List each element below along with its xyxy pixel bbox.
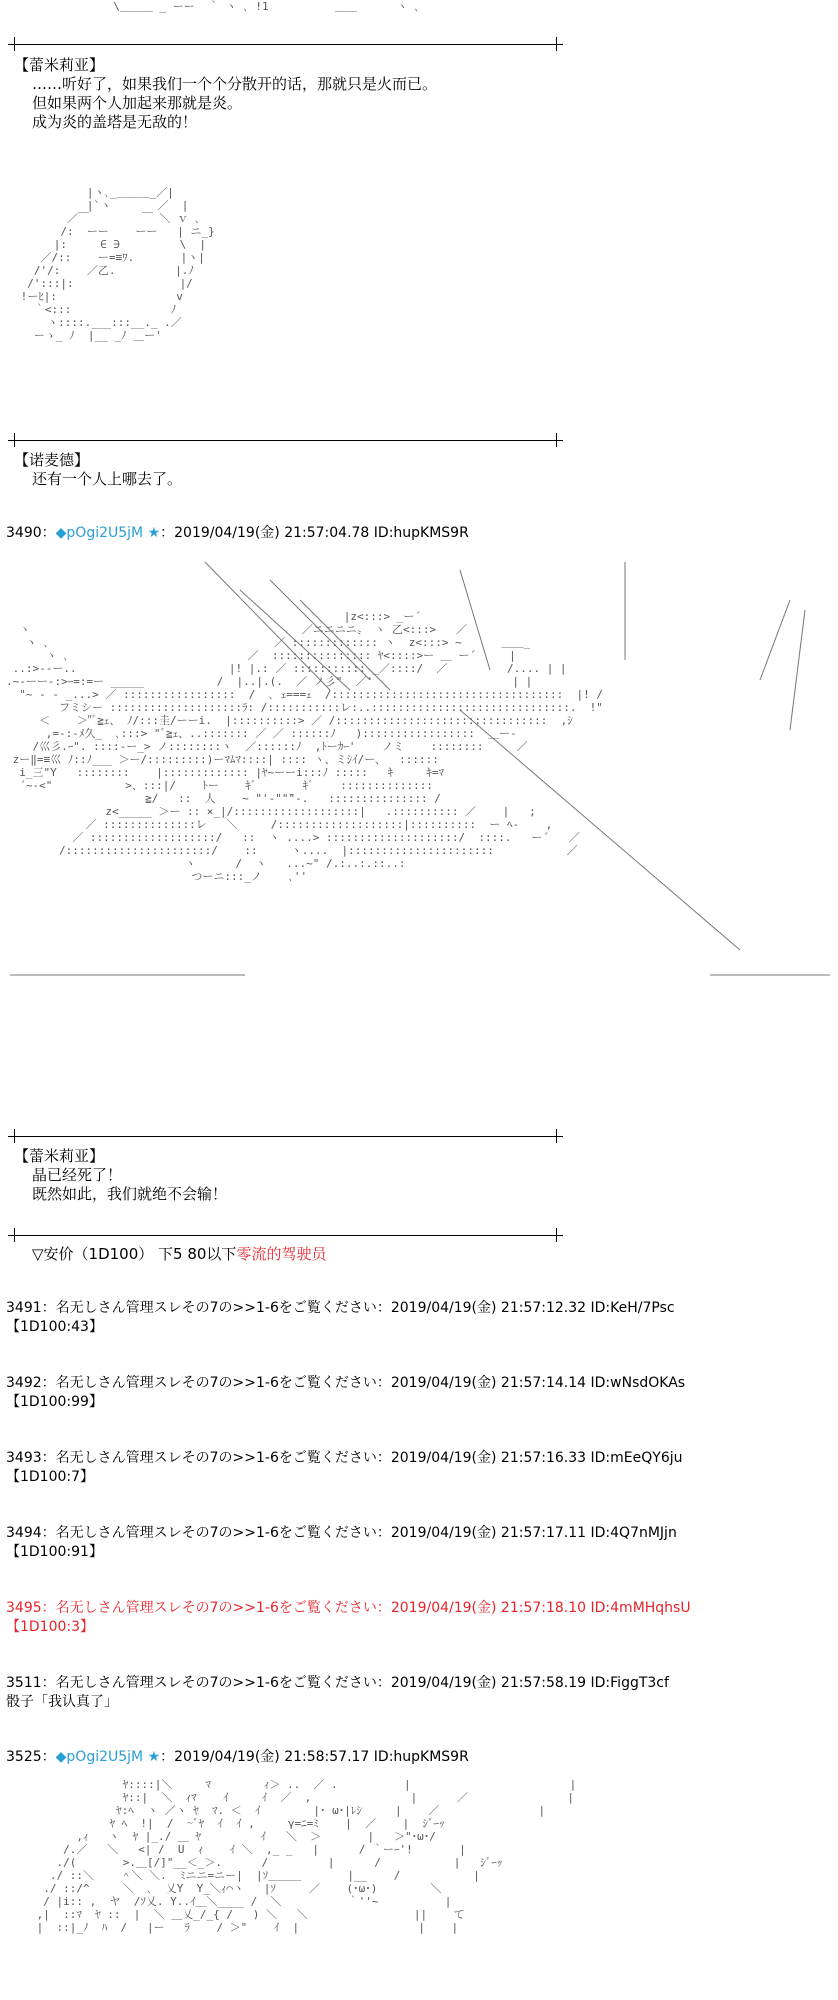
post-meta: ：2019/04/19(金) 21:57:04.78 ID:hupKMS9R bbox=[160, 525, 469, 541]
post-meta: ：2019/04/19(金) 21:58:57.17 ID:hupKMS9R bbox=[160, 1749, 469, 1765]
post bbox=[6, 1299, 675, 1337]
post-header: 3495：名无しさん管理スレその7の>>1-6をご覧ください：2019/04/19(金) 21:57:18.10 ID:4mMHqhsU bbox=[6, 1600, 691, 1616]
post-body: 【1D100:7】 bbox=[6, 1469, 95, 1485]
trip-code: ◆pOgi2U5jM ★ bbox=[55, 1749, 161, 1765]
post-body: 【1D100:43】 bbox=[6, 1319, 103, 1335]
separator bbox=[8, 440, 563, 441]
separator-mark bbox=[14, 433, 15, 447]
post-body: 【1D100:99】 bbox=[6, 1394, 103, 1410]
post bbox=[6, 1524, 677, 1562]
ascii-art-bottom: ﾔ::::|＼ ﾏ ｨ＞ .. ／ . | | ﾔ::| ＼ ｨﾏ ｲ ｲ ／ , | ／ | ﾔ:ﾍ ヽ ／ヽ ﾔ ﾏ. ＜ ｲ |･ ω･|ﾚｼ | ／ | ﾔ ﾍ !| / ~ﾞﾔ ｲ ｲ , γ=ﾆ=ﾐ | ／ | ｼﾞｰｯ ,ｨ ヽ ﾔ |_./ ＿ ﾔ ｲ ＼ ＞ | ＞"･ω･/ /.／ ＼ <| / U ｨ ｲ ＼ ,_ _ | / ｀ーｰ'! | ./( >.＿[/]"__＜_＞. / | / | ｼﾞｰｯ ./ ::＼ ＾＼ ＼. ﾐニニ=ニー| |ｿ＿＿＿ |__ / | ./ ::/^ ＼ ､ 乂Y Y_＼ｨ⌒ヽ |ｿ ／ (･ω･) ＼ / |i:: , ヤ /ｿ乂. Y..ｲ＿＼____ / ＼ ｀''~ | ,| ::ﾏ ﾔ :: | ＼ ＿乂_/_{ / ) ＼ ＼ || て | ::|_ﾉ ﾊ / |ー ﾗ / ＞" ｲ | | | bbox=[36, 1778, 577, 1934]
post-header: 3494：名无しさん管理スレその7の>>1-6をご覧ください：2019/04/19(金) 21:57:17.11 ID:4Q7nMJjn bbox=[6, 1525, 677, 1541]
post-body: 【1D100:91】 bbox=[6, 1544, 103, 1560]
post-header bbox=[6, 1748, 469, 1767]
speaker-name: 【蕾米莉亚】 bbox=[14, 1147, 105, 1165]
dice-prompt-text: ▽安价（1D100） 下5 80以下 bbox=[32, 1245, 237, 1263]
dialogue-line: 成为炎的盖塔是无敌的！ bbox=[32, 113, 198, 131]
separator-mark bbox=[14, 37, 15, 51]
post-number: 3490： bbox=[6, 525, 56, 541]
speaker-name: 【诺麦德】 bbox=[14, 451, 90, 469]
dialogue-line: 晶已经死了！ bbox=[32, 1166, 123, 1184]
separator bbox=[8, 1235, 563, 1236]
separator-mark bbox=[14, 1228, 15, 1242]
dialogue-block bbox=[14, 56, 437, 132]
post-header: 3491：名无しさん管理スレその7の>>1-6をご覧ください：2019/04/19(金) 21:57:12.32 ID:KeH/7Psc bbox=[6, 1300, 675, 1316]
dialogue-line: 但如果两个人加起来那就是炎。 bbox=[32, 94, 243, 112]
post-highlighted bbox=[6, 1599, 691, 1637]
separator-mark bbox=[14, 1129, 15, 1143]
dialogue-line: ……听好了，如果我们一个个分散开的话，那就只是火而已。 bbox=[32, 75, 438, 93]
separator-mark bbox=[556, 433, 557, 447]
separator-mark bbox=[556, 1129, 557, 1143]
post-header: 3511：名无しさん管理スレその7の>>1-6をご覧ください：2019/04/19(金) 21:57:58.19 ID:FiggT3cf bbox=[6, 1675, 669, 1691]
post-header: 3492：名无しさん管理スレその7の>>1-6をご覧ください：2019/04/19(金) 21:57:14.14 ID:wNsdOKAs bbox=[6, 1375, 686, 1391]
dialogue-block bbox=[14, 451, 182, 489]
dialogue-line: 还有一个人上哪去了。 bbox=[32, 470, 183, 488]
post bbox=[6, 1374, 685, 1412]
separator-mark bbox=[556, 1228, 557, 1242]
post-number: 3525： bbox=[6, 1749, 56, 1765]
post-header: 3493：名无しさん管理スレその7の>>1-6をご覧ください：2019/04/19(金) 21:57:16.33 ID:mEeQY6ju bbox=[6, 1450, 683, 1466]
dice-prompt-target: 零流的驾驶员 bbox=[236, 1245, 327, 1263]
post bbox=[6, 1674, 669, 1712]
ascii-art-character: |ヽ､_＿＿＿_／| |`ヽ ／ | ／￣ ￣ ＼ ｖ ､ /: ーー ーー | ニ_} |: ∈ ∋ \ | ／/:: ー=≡ﾜ. |ヽ| /'/: ／乙. |.ﾉ /':::|: |/ !ーﾋ|: v ｀<::: ﾉ ヽ::::.___:::__._ .／ ーゝ_ ﾉ |__ _ﾉ ＿ー' bbox=[20, 186, 215, 342]
separator bbox=[8, 44, 563, 45]
post-header bbox=[6, 524, 469, 543]
dialogue-block bbox=[14, 1147, 227, 1204]
post-body: 骰子「我认真了」 bbox=[6, 1694, 118, 1710]
dialogue-line: 既然如此，我们就绝不会输！ bbox=[32, 1185, 228, 1203]
ascii-art-top: \＿＿＿ _ ーー ｀ ヽ ､ !1 ＿＿ ヽ ､ bbox=[100, 0, 420, 13]
separator-mark bbox=[556, 37, 557, 51]
speaker-name: 【蕾米莉亚】 bbox=[14, 56, 105, 74]
separator bbox=[8, 1136, 563, 1137]
trip-code: ◆pOgi2U5jM ★ bbox=[55, 525, 161, 541]
post bbox=[6, 1449, 682, 1487]
ascii-art-battle: |z<:::> _ー´ ヽ ／ニニニニ〟 ヽ 乙<:::> ／ ヽ ､ ／ ::::::::::::: ヽ z<:::> ~ ＿＿_ ヽ ､ ／ ::::::::::::::: ﾔ<::::>ー ＿ ー´ | ..:>--ー.. |! |.: ／ ::::::::::: _／::::/ ／ /.... | | .~-ーー-:>ｰ=:=ー _____ / |..|.(. ／ ノ彡" ／' | | "~ ‐ ‐ _...> ／ ::::::::::::::::: / ､ ｪ===ｪ /::::::::::::::::::::::::::::::::::: |! / フミシー ::::::::::::::::::::ﾗ: /:::::::::::レ:..::::::::::::::::::::::::::::::. !" ＜ ＞"ﾞ≧ｪ、 ﾉ/:::圭/ーーi. |::::::::::> ／ /:::::::::::::::::::::::::::::::: ,ｼ ,=-:-ﾒ久_ ､:::> "ﾞ≧ｪ、..::::::: ／ ／ ::::::ﾉ )::::::::::::::::: ＿ー‐ /巛彡.ｰ". ::::-ー_> ノ::::::::ヽ ／::::::ﾉ ,ﾄーｶｰ' ノミ :::::::: ／ zー‖=≡巛 ﾉ::ﾉ___ ＞ー/:::::::::)ーﾏﾑﾏ::::| :::: ヽ、ミｼｲ/ー、 :::::: i_三"Y :::::::: |::::::::::::: |ﾔ~ーーi:::ﾉ ::::: ｷ ｷ=ﾏ ´~‐<" >、:::|/ ﾄー ｷﾞ ｷﾞ :::::::::::::: ≧/ :: 人 ~ "'‐""̄"‐. ::::::::::::::: / z<_____ ＞ー :: ×_|/:::::::::::::::::::| .:::::::::: ／ | ; ／ ::::::::::::::レ ＼ /:::::::::::::::::::|:::::::::: ー ﾍ- , ／ :::::::::::::::::::/ :: ヽ ....> ::::::::::::::::::::/ ::::. ー´ ／ /::::::::::::::::::::::/ :: ヽ.... |:::::::::::::::::::::: ／ ヽ / ヽ ...~" /.:..:.::..: つーニ:::_ノ ､'' bbox=[6, 610, 604, 883]
dice-prompt bbox=[32, 1245, 326, 1264]
post-body: 【1D100:3】 bbox=[6, 1619, 95, 1635]
